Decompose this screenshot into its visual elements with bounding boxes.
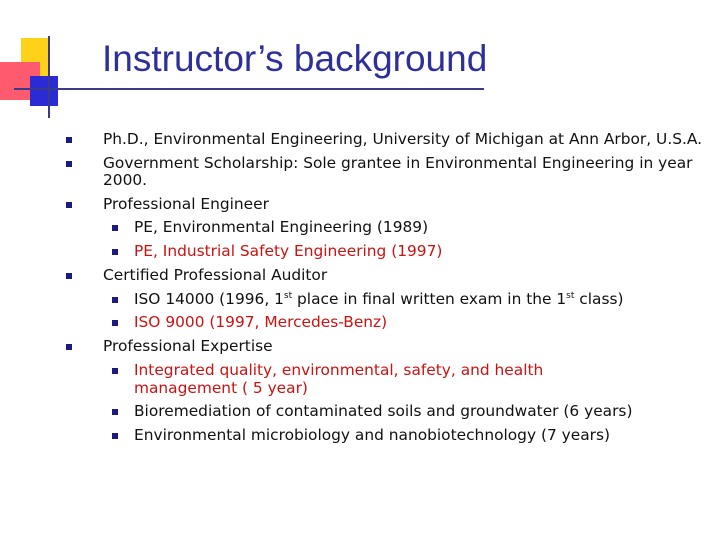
square-bullet-icon	[66, 273, 72, 279]
sub-list-item	[0, 424, 720, 448]
square-bullet-icon	[112, 297, 118, 303]
sub-list-item-text: PE, Environmental Engineering (1989)	[134, 218, 429, 237]
sub-list-item-text: Environmental microbiology and nanobiotechnology (7 years)	[134, 425, 610, 444]
sub-list-item	[0, 400, 720, 424]
superscript: st	[566, 290, 575, 301]
list-item-text: Ph.D., Environmental Engineering, University of Michigan at Ann Arbor, U.S.A.	[103, 130, 703, 148]
square-bullet-icon	[66, 161, 72, 167]
list-item	[0, 152, 720, 193]
slide-title: Instructor’s background	[102, 38, 488, 79]
bullet-list	[0, 128, 720, 448]
list-item	[0, 128, 720, 152]
list-item	[0, 193, 720, 217]
square-bullet-icon	[112, 368, 118, 374]
square-bullet-icon	[112, 320, 118, 326]
superscript: st	[283, 290, 293, 301]
sub-list-item	[0, 240, 720, 264]
square-bullet-icon	[66, 202, 72, 208]
sub-list-item-text: Bioremediation of contaminated soils and groundwater (6 years)	[134, 402, 633, 421]
decorative-blue-block	[30, 76, 58, 106]
sub-list-item	[0, 216, 720, 240]
title-underline	[14, 88, 484, 90]
square-bullet-icon	[112, 225, 118, 231]
sub-list-item-text: ISO 9000 (1997, Mercedes-Benz)	[134, 313, 388, 332]
list-item-text: Professional Expertise	[103, 337, 273, 356]
list-item	[0, 264, 720, 288]
sub-list-item	[0, 359, 720, 400]
sub-list-item	[0, 288, 720, 312]
sub-list-item	[0, 311, 720, 335]
square-bullet-icon	[112, 409, 118, 415]
square-bullet-icon	[66, 344, 72, 350]
decorative-vertical-line	[48, 36, 50, 118]
square-bullet-icon	[112, 249, 118, 255]
list-item	[0, 335, 720, 359]
sub-list-item-text: PE, Industrial Safety Engineering (1997)	[134, 242, 443, 261]
sub-list-item-text: Integrated quality, environmental, safety, and health management ( 5 year)	[134, 361, 544, 397]
list-item-text: Government Scholarship: Sole grantee in Environmental Engineering in year 2000.	[103, 153, 693, 189]
text-part: place in final written exam in the 1	[292, 289, 567, 308]
list-item-text: Certified Professional Auditor	[103, 265, 328, 284]
square-bullet-icon	[66, 137, 72, 143]
text-part: class)	[574, 289, 624, 308]
text-part: ISO 14000 (1996, 1	[134, 289, 284, 308]
list-item-text: Professional Engineer	[103, 194, 269, 213]
square-bullet-icon	[112, 433, 118, 439]
sub-list-item-text	[134, 288, 720, 312]
